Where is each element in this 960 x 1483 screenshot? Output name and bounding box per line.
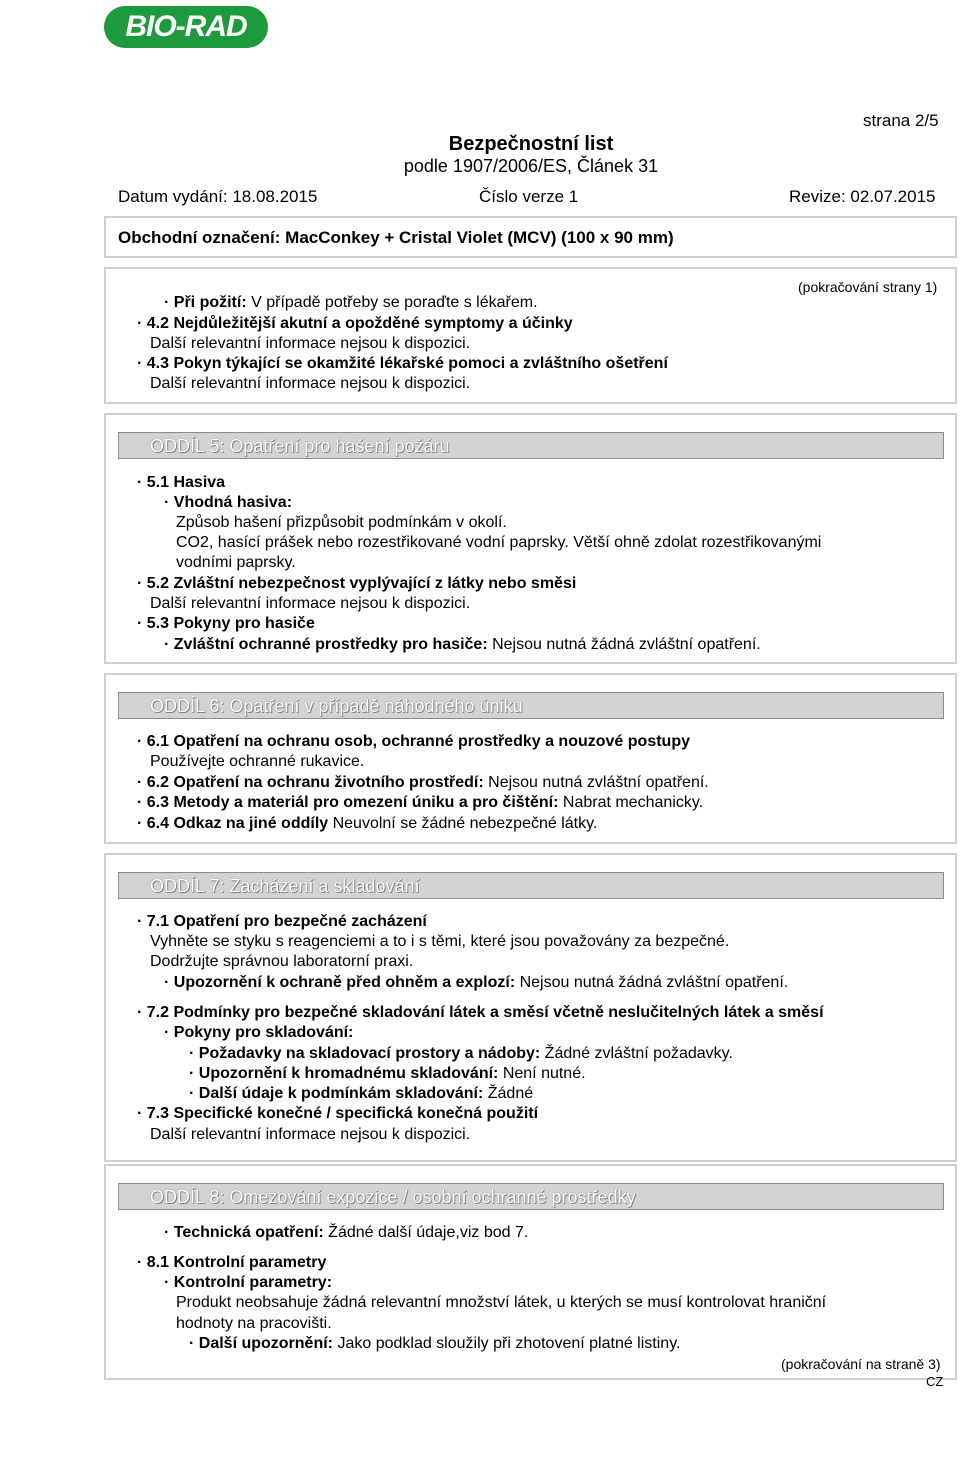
sec4-heading-4-2: · 4.2 Nejdůležitější akutní a opožděné symptomy a účinky bbox=[137, 315, 573, 332]
sec4-heading-4-3: · 4.3 Pokyn týkající se okamžité lékařské pomoci a zvláštního ošetření bbox=[137, 355, 668, 372]
bio-rad-logo bbox=[104, 6, 268, 48]
section-5-header bbox=[118, 432, 944, 459]
sec7-line-7: · Požadavky na skladovací prostory a nádoby: Žádné zvláštní požadavky. bbox=[189, 1045, 733, 1062]
sec7-line-5: · 7.2 Podmínky pro bezpečné skladování látek a směsí včetně neslučitelných látek a směsí bbox=[137, 1004, 824, 1021]
sec5-line-7: Další relevantní informace nejsou k dispozici. bbox=[150, 595, 471, 612]
section-8-title: ODDÍL 8: Omezování expozice / osobní ochranné prostředky bbox=[150, 1187, 636, 1207]
sec7-line-2: Vyhněte se styku s reagenciemi a to i s těmi, které jsou považovány za bezpečné. bbox=[150, 933, 730, 950]
sec4-line-3: Další relevantní informace nejsou k dispozici. bbox=[150, 335, 471, 352]
sec4-line-1: · Při požití: V případě potřeby se poraďte s lékařem. bbox=[164, 294, 538, 311]
sec5-line-9: · Zvláštní ochranné prostředky pro hasiče: Nejsou nutná žádná zvláštní opatření. bbox=[164, 636, 761, 653]
sec5-line-6: · 5.2 Zvláštní nebezpečnost vyplývající z látky nebo směsi bbox=[137, 575, 577, 592]
section-7-header bbox=[118, 872, 944, 899]
section-6-title: ODDÍL 6: Opatření v případě náhodného úniku bbox=[150, 696, 523, 716]
sec4-line-5: Další relevantní informace nejsou k dispozici. bbox=[150, 375, 471, 392]
continued-from-note: (pokračování strany 1) bbox=[798, 279, 938, 295]
document-subtitle: podle 1907/2006/ES, Článek 31 bbox=[403, 156, 659, 176]
sec5-line-8: · 5.3 Pokyny pro hasiče bbox=[137, 615, 315, 632]
issue-date: Datum vydání: 18.08.2015 bbox=[118, 187, 318, 206]
sec5-line-5: vodními paprsky. bbox=[176, 554, 296, 571]
document-title: Bezpečnostní list bbox=[448, 133, 614, 155]
sec7-line-4: · Upozornění k ochraně před ohněm a explozí: Nejsou nutná žádná zvláštní opatření. bbox=[164, 974, 789, 991]
sec8-line-4: Produkt neobsahuje žádná relevantní množství látek, u kterých se musí kontrolovat hraniční bbox=[176, 1294, 827, 1311]
sec7-line-8: · Upozornění k hromadnému skladování: Není nutné. bbox=[189, 1065, 586, 1082]
continued-on-note: (pokračování na straně 3) bbox=[781, 1356, 941, 1372]
sec7-line-11: Další relevantní informace nejsou k dispozici. bbox=[150, 1126, 471, 1143]
sec8-line-6: · Další upozornění: Jako podklad sloužily při zhotovení platné listiny. bbox=[189, 1335, 681, 1352]
sec7-line-6: · Pokyny pro skladování: bbox=[164, 1024, 354, 1041]
sec7-line-1: · 7.1 Opatření pro bezpečné zacházení bbox=[137, 913, 427, 930]
sec7-line-3: Dodržujte správnou laboratorní praxi. bbox=[150, 953, 414, 970]
section-5-title: ODDÍL 5: Opatření pro hašení požáru bbox=[150, 436, 450, 456]
revision-date: Revize: 02.07.2015 bbox=[789, 187, 936, 206]
trade-name: Obchodní označení: MacConkey + Cristal Violet (MCV) (100 x 90 mm) bbox=[118, 228, 674, 247]
logo-text: BIO-RAD bbox=[125, 10, 247, 43]
sec5-line-2: · Vhodná hasiva: bbox=[164, 494, 293, 511]
sec8-line-3: · Kontrolní parametry: bbox=[164, 1274, 333, 1291]
version-number: Číslo verze 1 bbox=[479, 187, 579, 206]
sec5-line-4: CO2, hasící prášek nebo rozestřikované vodní paprsky. Větší ohně zdolat rozestřikovanými bbox=[176, 534, 822, 551]
sec6-line-5: · 6.4 Odkaz na jiné oddíly Neuvolní se žádné nebezpečné látky. bbox=[137, 815, 598, 832]
sec7-line-10: · 7.3 Specifické konečné / specifická konečná použití bbox=[137, 1105, 539, 1122]
sec7-line-9: · Další údaje k podmínkám skladování: Žádné bbox=[189, 1085, 534, 1102]
sec5-line-1: · 5.1 Hasiva bbox=[137, 474, 226, 491]
sec8-line-2: · 8.1 Kontrolní parametry bbox=[137, 1254, 327, 1271]
section-7-title: ODDÍL 7: Zacházení a skladování bbox=[150, 876, 420, 896]
section-8-header bbox=[118, 1183, 944, 1210]
sec8-line-1: · Technická opatření: Žádné další údaje,viz bod 7. bbox=[164, 1224, 529, 1241]
section-6-header bbox=[118, 692, 944, 719]
language-code: CZ bbox=[926, 1374, 944, 1389]
sec6-line-2: Používejte ochranné rukavice. bbox=[150, 753, 365, 770]
sec8-line-5: hodnoty na pracovišti. bbox=[176, 1315, 332, 1332]
sec6-line-1: · 6.1 Opatření na ochranu osob, ochranné prostředky a nouzové postupy bbox=[137, 733, 690, 750]
sec5-line-3: Způsob hašení přizpůsobit podmínkám v okolí. bbox=[176, 514, 507, 531]
sec6-line-3: · 6.2 Opatření na ochranu životního prostředí: Nejsou nutná zvláštní opatření. bbox=[137, 774, 709, 791]
page-number: strana 2/5 bbox=[863, 111, 939, 130]
sec6-line-4: · 6.3 Metody a materiál pro omezení úniku a pro čištění: Nabrat mechanicky. bbox=[137, 794, 704, 811]
